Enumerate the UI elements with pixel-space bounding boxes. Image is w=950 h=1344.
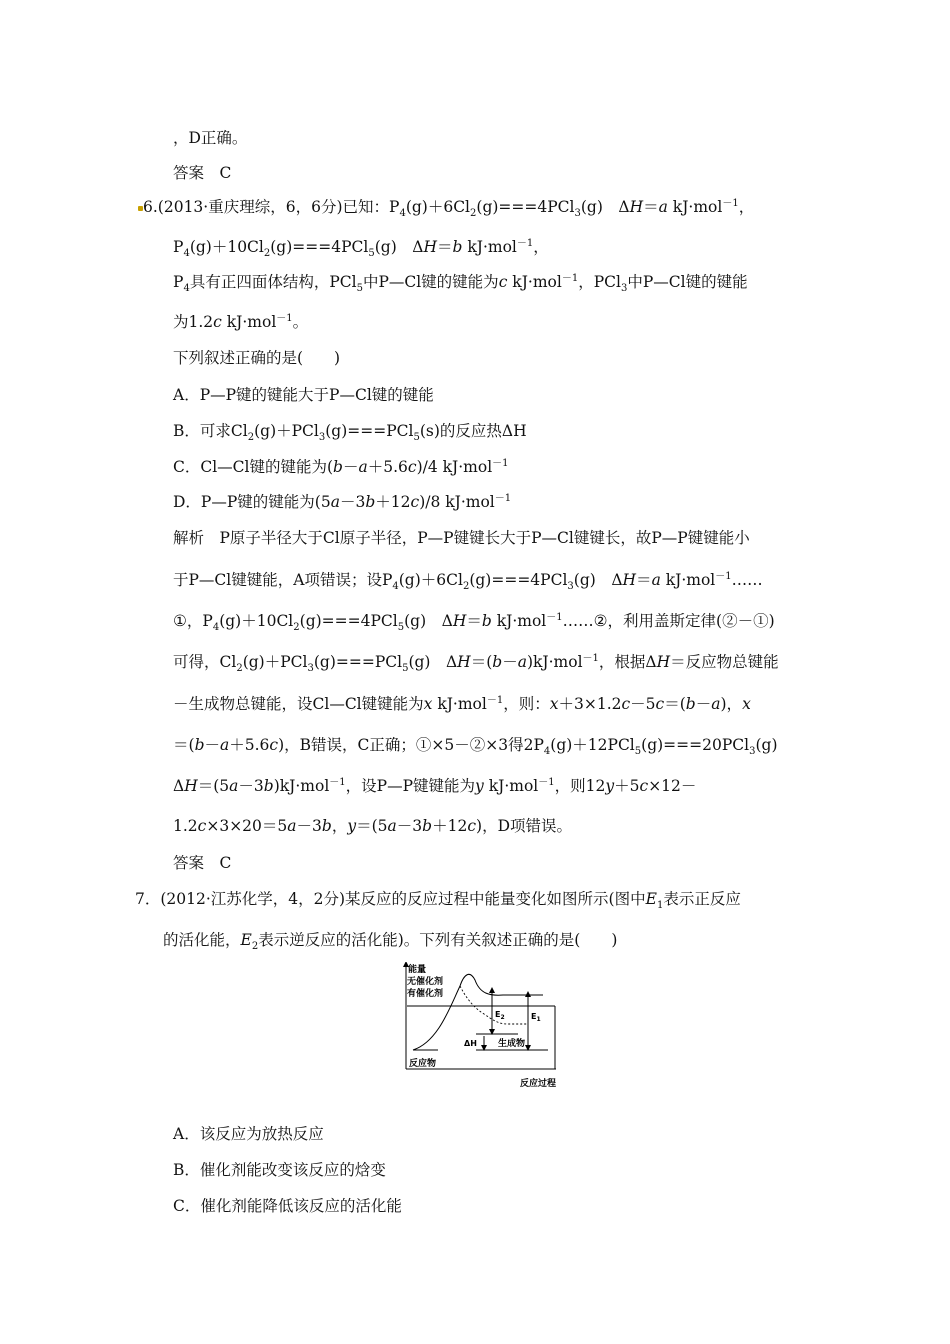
- curve-label-catalyst: 有催化剂: [407, 989, 444, 999]
- prev-answer: 答案 C: [173, 164, 232, 182]
- q6-analysis-8: 1.2c×3×20＝5a－3b，y＝(5a－3b＋12c)，D项错误。: [173, 817, 572, 835]
- q6-analysis-2: 于P—Cl键键能，A项错误；设$P_4(g)+6Cl_2(g)===4PCl_3(g)$ ΔH＝a kJ·mol$^{-1}$……: [173, 570, 763, 593]
- q7-option-b: B．催化剂能改变该反应的焓变: [173, 1161, 386, 1179]
- q6-analysis-5: －生成物总键能，设Cl—Cl键键能为x kJ·mol$^{-1}$，则：x＋3×1.2c－5c＝(b－a)，x: [173, 694, 751, 713]
- q7-line-1: 7．(2012·江苏化学，4，2分)某反应的反应过程中能量变化如图所示(图中$E_1$表示正反应: [135, 890, 741, 912]
- q6-line-1: 6.(2013·重庆理综，6，6分)已知：$P_4(g)+6Cl_2(g)===4PCl_3(g)$ ΔH＝a kJ·mol$^{-1}$，: [143, 197, 755, 220]
- y-axis-label: 能量: [408, 965, 427, 975]
- reactant-label: 反应物: [409, 1059, 437, 1069]
- q6-option-b: B．可求$Cl_2(g)+PCl_3(g)===PCl_5(s)$的反应热ΔH: [173, 422, 527, 444]
- q7-line-2: 的活化能，$E_2$表示逆反应的活化能)。下列有关叙述正确的是( ): [163, 931, 618, 953]
- q6-analysis-3: ①，$P_4(g)+10Cl_2(g)===4PCl_5(g)$ ΔH＝b kJ·mol$^{-1}$……②，利用盖斯定律(②－①): [173, 611, 775, 634]
- q6-line-3: $P_4$具有正四面体结构，PCl$_5$中P—Cl键的键能为c kJ·mol$^{-1}$，PCl$_3$中P—Cl键的键能: [173, 272, 748, 295]
- q6-analysis-6: ＝(b－a＋5.6c)，B错误，C正确；①×5－②×3得$2P_4(g)+12PCl_5(g)===20PCl_3(g)$: [173, 736, 778, 758]
- q6-option-c: C．Cl—Cl键的键能为(b－a＋5.6c)/4 kJ·mol$^{-1}$: [173, 457, 509, 476]
- q6-option-a: A．P—P键的键能大于P—Cl键的键能: [173, 386, 434, 404]
- q6-line-4: 为1.2c kJ·mol$^{-1}$。: [173, 312, 309, 331]
- curve-label-no-catalyst: 无催化剂: [407, 977, 444, 987]
- q6-line-2: $P_4(g)+10Cl_2(g)===4PCl_5(g)$ ΔH＝b kJ·mol$^{-1}$，: [173, 237, 549, 260]
- q7-option-a: A．该反应为放热反应: [173, 1125, 324, 1143]
- e2-label: $E_2$: [495, 1010, 505, 1021]
- dh-label: ΔH: [464, 1039, 477, 1048]
- q6-analysis-4: 可得，$Cl_2(g)+PCl_3(g)===PCl_5(g)$ ΔH＝(b－a)kJ·mol$^{-1}$，根据ΔH＝反应物总键能: [173, 652, 779, 675]
- q6-stem: 下列叙述正确的是( ): [173, 349, 341, 367]
- curve-catalyst: [460, 986, 528, 1024]
- e1-label: $E_1$: [531, 1012, 541, 1023]
- q6-option-d: D．P—P键的键能为(5a－3b＋12c)/8 kJ·mol$^{-1}$: [173, 492, 512, 511]
- product-label: 生成物: [498, 1039, 526, 1049]
- q6-answer: 答案 C: [173, 854, 232, 872]
- q6-analysis-1: 解析 P原子半径大于Cl原子半径，P—P键键长大于P—Cl键键长，故P—P键键能小: [173, 529, 750, 547]
- prev-answer-tail: ，D正确。: [173, 129, 248, 147]
- x-axis-label: 反应过程: [520, 1079, 557, 1089]
- energy-diagram: [398, 962, 578, 1092]
- q7-option-c: C．催化剂能降低该反应的活化能: [173, 1197, 402, 1215]
- q6-analysis-7: ΔH＝(5a－3b)kJ·mol$^{-1}$，设P—P键键能为y kJ·mol$^{-1}$，则12y＋5c×12－: [173, 776, 697, 795]
